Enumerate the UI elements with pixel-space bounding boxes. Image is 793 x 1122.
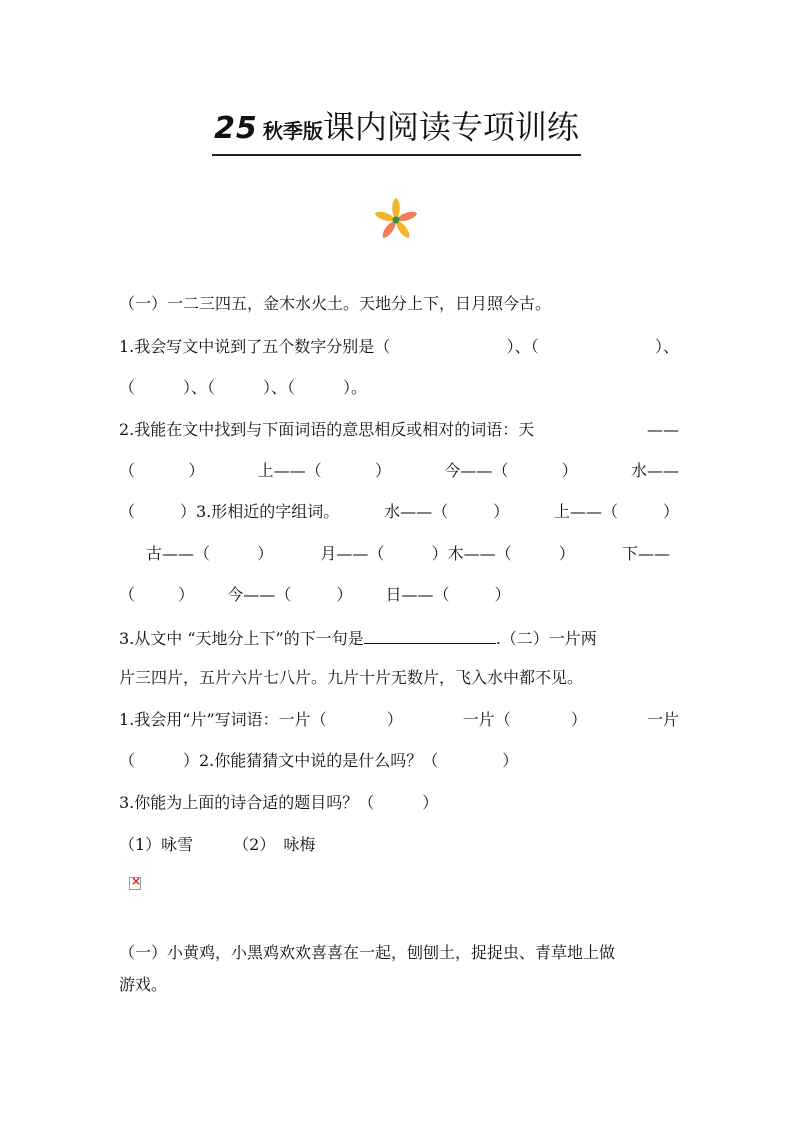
q4-text: 3.从文中 “天地分上下”的下一句是 xyxy=(119,629,364,648)
q3a-item: ）3.形相近的字组词。 xyxy=(179,502,340,521)
q3c-item: ） xyxy=(494,585,511,604)
q2b-item: （ xyxy=(119,461,136,480)
question-1-cont: （ ）、（ ）、（ ）。 xyxy=(119,378,368,397)
q2b-item: 上——（ xyxy=(257,461,322,480)
section3-line-1: （一）小黄鸡，小黑鸡欢欢喜喜在一起，刨刨土，捉捉虫、青草地上做 xyxy=(119,943,616,962)
question-3-line-2 xyxy=(146,543,670,565)
q3b-item: ） xyxy=(257,544,274,563)
q2b-item: ） xyxy=(188,461,205,480)
s2q1-item: 一片 xyxy=(646,710,679,729)
poem-line-2: 片三四片，五片六片七八片。九片十片无数片，飞入水中都不见。 xyxy=(119,668,584,687)
question-1 xyxy=(119,336,679,358)
q4-next: .（二）一片两 xyxy=(495,629,597,648)
question-2-cont xyxy=(119,460,679,482)
broken-image-icon xyxy=(129,877,141,890)
section2-options: （1）咏雪 （2） 咏梅 xyxy=(119,835,316,854)
answer-blank[interactable] xyxy=(364,626,496,644)
q3b-item: ） xyxy=(558,544,575,563)
q2-text: 2.我能在文中找到与下面词语的意思相反或相对的词语：天 xyxy=(119,420,535,439)
flower-icon xyxy=(372,197,420,243)
question-4 xyxy=(119,626,679,648)
q3b-item: 下—— xyxy=(621,544,670,563)
q3a-item: 水——（ xyxy=(384,502,449,521)
q1-sep-1: ）、（ xyxy=(506,337,539,356)
question-3-line-1 xyxy=(119,501,679,523)
s2q1-item: 1.我会用“片”写词语：一片（ xyxy=(119,710,327,729)
q1-sep-2: ）、 xyxy=(654,337,679,356)
q3b-item: 古——（ xyxy=(146,544,211,563)
q2b-item: 今——（ xyxy=(444,461,509,480)
q3c-item: ） xyxy=(178,585,195,604)
q2b-item: ） xyxy=(374,461,391,480)
q2b-item: ） xyxy=(561,461,578,480)
q3a-item: ） xyxy=(493,502,510,521)
q3c-item: 日——（ xyxy=(385,585,450,604)
q2b-item: 水—— xyxy=(630,461,679,480)
q3c-item: 今——（ xyxy=(227,585,292,604)
q3c-item: ） xyxy=(336,585,353,604)
q3c-item: （ xyxy=(119,585,136,604)
question-3-line-3 xyxy=(119,584,519,606)
title-main: 课内阅读专项训练 xyxy=(322,108,579,146)
question-2 xyxy=(119,419,679,441)
q3a-item: 上——（ xyxy=(554,502,619,521)
section2-question-2: （ ）2.你能猜猜文中说的是什么吗？（ ） xyxy=(119,751,519,770)
section2-question-1 xyxy=(119,709,679,731)
poem-line-1: （一）一二三四五，金木水火土。天地分上下，日月照今古。 xyxy=(119,294,552,313)
q2-dash: —— xyxy=(647,420,679,439)
title-prefix: 25 xyxy=(214,111,258,146)
s2q1-item: ） xyxy=(570,710,587,729)
section3-line-2: 游戏。 xyxy=(119,975,168,994)
page-title xyxy=(0,108,793,156)
s2q1-item: 一片（ xyxy=(462,710,511,729)
s2q1-item: ） xyxy=(386,710,403,729)
q3a-item: （ xyxy=(119,502,136,521)
q3a-item: ） xyxy=(662,502,679,521)
q1-text: 1.我会写文中说到了五个数字分别是（ xyxy=(119,337,391,356)
q3b-item: ）木——（ xyxy=(431,544,512,563)
title-middle: 秋季版 xyxy=(262,119,323,143)
section2-question-3: 3.你能为上面的诗合适的题目吗？（ ） xyxy=(119,793,439,812)
q3b-item: 月——（ xyxy=(320,544,385,563)
